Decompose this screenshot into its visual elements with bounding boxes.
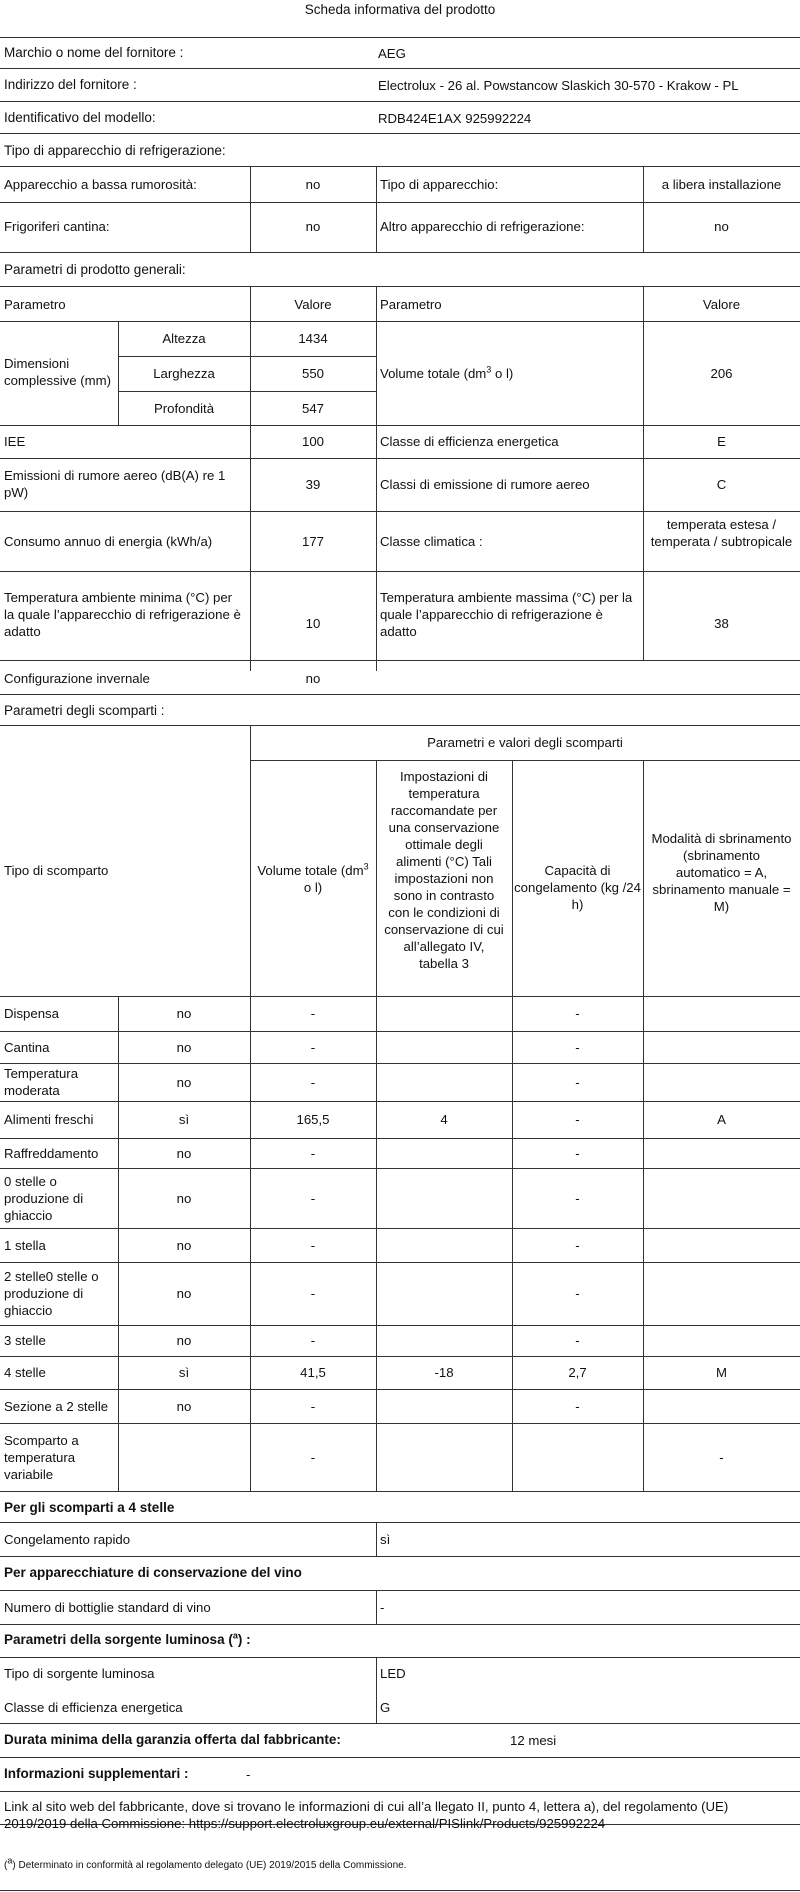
compartment-cell-present: no — [176, 1398, 192, 1414]
compartment-cell-temp — [376, 1031, 512, 1063]
wine-fridge-label: Frigoriferi cantina: — [4, 219, 110, 234]
compartment-cell-freeze: - — [575, 1237, 580, 1253]
compartment-cell-temp — [376, 1423, 512, 1491]
compartment-cell-present: no — [176, 1006, 192, 1021]
compartment-cell-temp — [376, 996, 512, 1031]
total-volume-value: 206 — [710, 366, 733, 381]
compartment-cell-temp — [376, 1138, 512, 1168]
compartment-cell-name: Alimenti freschi — [4, 1112, 94, 1127]
compartment-cell-freeze: - — [575, 1190, 580, 1206]
other-appliance-value: no — [714, 219, 729, 234]
four-star-heading: Per gli scomparti a 4 stelle — [4, 1500, 175, 1515]
extra-info-value: - — [246, 1767, 251, 1782]
compartment-cell-volume: - — [310, 1039, 316, 1055]
compartment-cell-defrost: A — [717, 1112, 726, 1127]
light-type-value: LED — [380, 1666, 406, 1681]
compartment-cell-present: no — [176, 1190, 192, 1206]
width-value: 550 — [301, 366, 324, 381]
compartment-freeze-header: Capacità di congelamento (kg /24 h) — [514, 863, 641, 912]
appliance-type-value: a libera installazione — [661, 177, 782, 192]
appliance-type-label: Tipo di apparecchio: — [380, 177, 499, 192]
dimensions-label: Dimensioni complessive (mm) — [4, 356, 111, 388]
max-temp-value: 38 — [714, 616, 729, 631]
compartment-cell-present: no — [176, 1237, 192, 1253]
compartment-type-header: Tipo di scomparto — [4, 863, 109, 878]
compartment-cell-defrost — [643, 1168, 800, 1228]
compartment-cell-temp — [376, 1325, 512, 1356]
depth-value: 547 — [301, 401, 324, 416]
model-value: RDB424E1AX 925992224 — [378, 111, 532, 126]
compartment-cell-defrost — [643, 1031, 800, 1063]
compartment-cell-name: 1 stella — [4, 1237, 46, 1253]
compartment-cell-volume: 165,5 — [296, 1112, 330, 1127]
wine-bottles-value: - — [380, 1600, 385, 1615]
min-temp-label: Temperatura ambiente minima (°C) per la quale l’apparecchio di refrigerazione è adatto — [4, 590, 241, 639]
compartment-cell-volume: 41,5 — [300, 1365, 326, 1380]
compartment-cell-freeze: - — [575, 1398, 580, 1414]
wine-fridge-value: no — [305, 219, 321, 234]
iee-value: 100 — [301, 434, 324, 449]
compartment-cell-defrost — [643, 1138, 800, 1168]
total-volume-label: Volume totale ($dm^3$ o l) — [380, 364, 514, 381]
light-type-label: Tipo di sorgente luminosa — [4, 1666, 155, 1681]
wine-bottles-label: Numero di bottiglie standard di vino — [4, 1600, 211, 1615]
max-temp-label: Temperatura ambiente massima (°C) per la quale l’apparecchio di refrigerazione è adatto — [380, 590, 633, 639]
winter-config-label: Configurazione invernale — [4, 671, 150, 686]
col-value-header-2: Valore — [702, 297, 741, 312]
energy-class-label: Classe di efficienza energetica — [380, 434, 559, 449]
compartment-cell-volume: - — [310, 1398, 316, 1414]
compartment-cell-name: 4 stelle — [4, 1365, 46, 1380]
compartment-cell-volume: - — [310, 1333, 316, 1348]
supplier-name-label: Marchio o nome del fornitore : — [4, 45, 184, 60]
page-title: Scheda informativa del prodotto — [304, 2, 496, 17]
compartment-temp-header: Impostazioni di temperatura raccomandate per una conservazione ottimale degli alimenti (°C) Tali impostazioni non sono in contrasto con le condizioni di conservazione di cui all’allegato IV, tabella 3 — [384, 769, 504, 971]
compartment-cell-freeze: - — [575, 1112, 580, 1127]
consumption-label: Consumo annuo di energia (kWh/a) — [4, 534, 213, 549]
manufacturer-link-text: Link al sito web del fabbricante, dove si trovano le informazioni di cui all’a llegato II, punto 4, lettera a), del regolamento (UE) 2019/2019 della Commissione: https://support.electroluxgroup.eu/external/PISlink/Products/925992224 — [4, 1799, 729, 1831]
climate-class-value: temperata estesa / temperata / subtropicale — [650, 517, 793, 549]
compartment-cell-volume: - — [310, 1074, 316, 1090]
warranty-value: 12 mesi — [510, 1733, 557, 1748]
compartment-cell-name: Temperatura moderata — [4, 1066, 79, 1098]
winter-config-value: no — [305, 671, 321, 686]
compartment-cell-defrost — [643, 1063, 800, 1101]
compartment-defrost-header: Modalità di sbrinamento (sbrinamento automatico = A, sbrinamento manuale = M) — [651, 831, 792, 914]
compartment-cell-defrost — [643, 1228, 800, 1262]
compartment-cell-present: no — [176, 1286, 192, 1301]
compartment-cell-present: no — [176, 1333, 192, 1348]
compartment-cell-present: sì — [178, 1365, 190, 1380]
compartment-cell-name: Scomparto a temperatura variabile — [4, 1432, 79, 1482]
fast-freeze-value: sì — [380, 1532, 391, 1547]
low-noise-value: no — [305, 177, 321, 192]
supplier-address-label: Indirizzo del fornitore : — [4, 77, 137, 92]
compartment-cell-freeze: - — [575, 1145, 580, 1161]
compartment-cell-present: no — [176, 1074, 192, 1090]
general-params-heading: Parametri di prodotto generali: — [4, 262, 186, 277]
height-label: Altezza — [162, 331, 206, 346]
noise-value: 39 — [305, 477, 321, 492]
compartment-cell-freeze: - — [575, 1286, 580, 1301]
compartment-cell-temp — [376, 1262, 512, 1325]
col-param-header-2: Parametro — [380, 297, 442, 312]
light-source-heading: Parametri della sorgente luminosa ($^a$) : — [4, 1630, 251, 1647]
compartment-cell-freeze: - — [575, 1006, 580, 1021]
extra-info-label: Informazioni supplementari : — [4, 1766, 189, 1781]
noise-label: Emissioni di rumore aereo (dB(A) re 1 pW) — [4, 468, 226, 500]
height-value: 1434 — [298, 331, 328, 346]
compartment-cell-present: no — [176, 1039, 192, 1055]
light-class-value: G — [380, 1700, 391, 1715]
col-param-header: Parametro — [4, 297, 66, 312]
climate-class-label: Classe climatica : — [380, 534, 483, 549]
compartment-cell-volume: - — [310, 1286, 316, 1301]
compartment-cell-name: 2 stelle0 stelle o produzione di ghiaccio — [4, 1269, 99, 1318]
compartment-cell-volume: - — [310, 1006, 316, 1021]
compartment-cell-defrost — [643, 1325, 800, 1356]
compartment-cell-present — [118, 1423, 250, 1491]
compartment-cell-temp — [376, 1389, 512, 1423]
compartment-cell-freeze: - — [575, 1333, 580, 1348]
compartment-cell-temp — [376, 1168, 512, 1228]
compartment-cell-defrost — [643, 1389, 800, 1423]
compartments-heading: Parametri degli scomparti : — [4, 703, 165, 718]
compartment-cell-freeze: - — [575, 1074, 580, 1090]
compartment-cell-name: Dispensa — [4, 1006, 59, 1021]
compartment-cell-present: no — [176, 1145, 192, 1161]
noise-class-label: Classi di emissione di rumore aereo — [380, 477, 590, 492]
supplier-name-value: AEG — [378, 46, 406, 61]
col-value-header: Valore — [294, 297, 332, 312]
compartment-cell-volume: - — [310, 1145, 316, 1161]
compartment-cell-name: 0 stelle o produzione di ghiaccio — [4, 1173, 84, 1223]
compartment-cell-temp: 4 — [440, 1112, 448, 1127]
compartment-volume-header: Volume totale ($dm^3$ o l) — [257, 861, 369, 895]
wine-heading: Per apparecchiature di conservazione del vino — [4, 1565, 302, 1580]
warranty-label: Durata minima della garanzia offerta dal fabbricante: — [4, 1732, 341, 1747]
model-label: Identificativo del modello: — [4, 110, 156, 125]
width-label: Larghezza — [153, 366, 215, 381]
compartment-cell-volume: - — [310, 1190, 316, 1206]
iee-label: IEE — [4, 434, 26, 449]
fast-freeze-label: Congelamento rapido — [4, 1532, 131, 1547]
compartment-cell-name: 3 stelle — [4, 1333, 46, 1348]
light-class-label: Classe di efficienza energetica — [4, 1700, 183, 1715]
compartment-cell-defrost — [643, 996, 800, 1031]
compartments-group-header: Parametri e valori degli scomparti — [427, 735, 623, 750]
compartment-cell-temp: -18 — [434, 1365, 454, 1380]
compartment-cell-defrost: - — [719, 1449, 724, 1465]
compartment-cell-temp — [376, 1228, 512, 1262]
depth-label: Profondità — [153, 401, 215, 416]
low-noise-label: Apparecchio a bassa rumorosità: — [4, 177, 197, 192]
compartment-cell-name: Raffreddamento — [4, 1145, 99, 1161]
min-temp-value: 10 — [305, 616, 321, 631]
compartment-cell-temp — [376, 1063, 512, 1101]
compartment-cell-defrost: M — [716, 1365, 727, 1380]
compartment-cell-name: Sezione a 2 stelle — [4, 1398, 109, 1414]
compartment-cell-volume: - — [310, 1237, 316, 1253]
compartment-cell-freeze — [512, 1423, 643, 1491]
footnote: (a) Determinato in conformità al regolamento delegato (UE) 2019/2015 della Commissione. — [4, 1855, 407, 1871]
compartment-cell-freeze: 2,7 — [568, 1365, 587, 1380]
other-appliance-label: Altro apparecchio di refrigerazione: — [380, 219, 585, 234]
noise-class-value: C — [716, 477, 727, 492]
compartment-cell-volume: - — [310, 1449, 316, 1465]
supplier-address-value: Electrolux - 26 al. Powstancow Slaskich 30-570 - Krakow - PL — [378, 78, 739, 93]
compartment-cell-present: sì — [178, 1112, 190, 1127]
refrigeration-type-heading: Tipo di apparecchio di refrigerazione: — [4, 143, 226, 158]
consumption-value: 177 — [301, 534, 324, 549]
compartment-cell-defrost — [643, 1262, 800, 1325]
compartment-cell-freeze: - — [575, 1039, 580, 1055]
compartment-cell-name: Cantina — [4, 1039, 50, 1055]
energy-class-value: E — [717, 434, 726, 449]
